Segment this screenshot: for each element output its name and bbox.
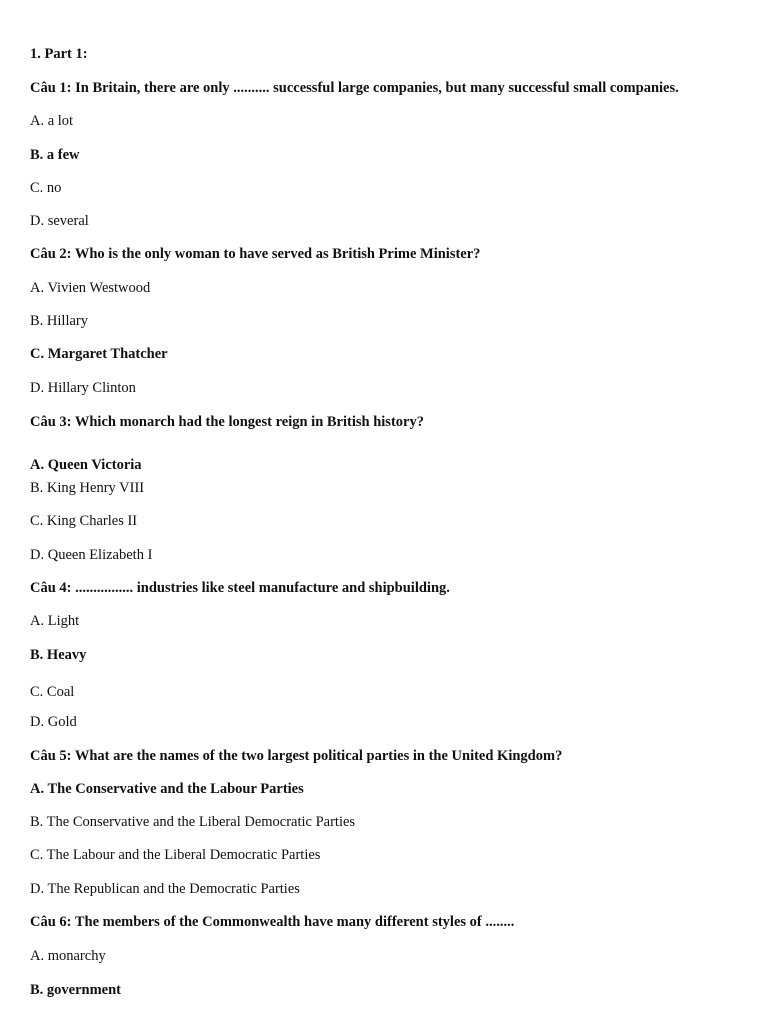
q3-option-d: D. Queen Elizabeth I [30, 547, 153, 563]
q5-option-c: C. The Labour and the Liberal Democratic Parties [30, 847, 321, 863]
q6-option-b: B. government [30, 982, 122, 998]
q1-option-c: C. no [30, 180, 62, 196]
q5-option-b: B. The Conservative and the Liberal Democratic Parties [30, 814, 356, 830]
q3-option-a: A. Queen Victoria [30, 457, 142, 473]
q2-option-c: C. Margaret Thatcher [30, 346, 168, 362]
question-6: Câu 6: The members of the Commonwealth have many different styles of ........ [30, 914, 515, 930]
q2-option-a: A. Vivien Westwood [30, 280, 151, 296]
q5-option-a: A. The Conservative and the Labour Parties [30, 781, 304, 797]
q4-option-c: C. Coal [30, 684, 75, 700]
question-2: Câu 2: Who is the only woman to have served as British Prime Minister? [30, 246, 481, 262]
part-title: 1. Part 1: [30, 46, 88, 62]
q6-option-a: A. monarchy [30, 948, 106, 964]
question-4: Câu 4: ................ industries like steel manufacture and shipbuilding. [30, 580, 450, 596]
q3-option-c: C. King Charles II [30, 513, 138, 529]
question-1: Câu 1: In Britain, there are only .......... successful large companies, but many successful small companies. [30, 80, 679, 96]
q1-option-a: A. a lot [30, 113, 74, 129]
q3-option-b: B. King Henry VIII [30, 480, 145, 496]
q4-option-a: A. Light [30, 613, 80, 629]
question-5: Câu 5: What are the names of the two largest political parties in the United Kingdom? [30, 748, 563, 764]
q4-option-b: B. Heavy [30, 647, 87, 663]
q5-option-d: D. The Republican and the Democratic Parties [30, 881, 300, 897]
q1-option-d: D. several [30, 213, 89, 229]
q2-option-b: B. Hillary [30, 313, 88, 329]
q4-option-d: D. Gold [30, 714, 77, 730]
question-3: Câu 3: Which monarch had the longest reign in British history? [30, 414, 424, 430]
q1-option-b: B. a few [30, 147, 80, 163]
q2-option-d: D. Hillary Clinton [30, 380, 136, 396]
